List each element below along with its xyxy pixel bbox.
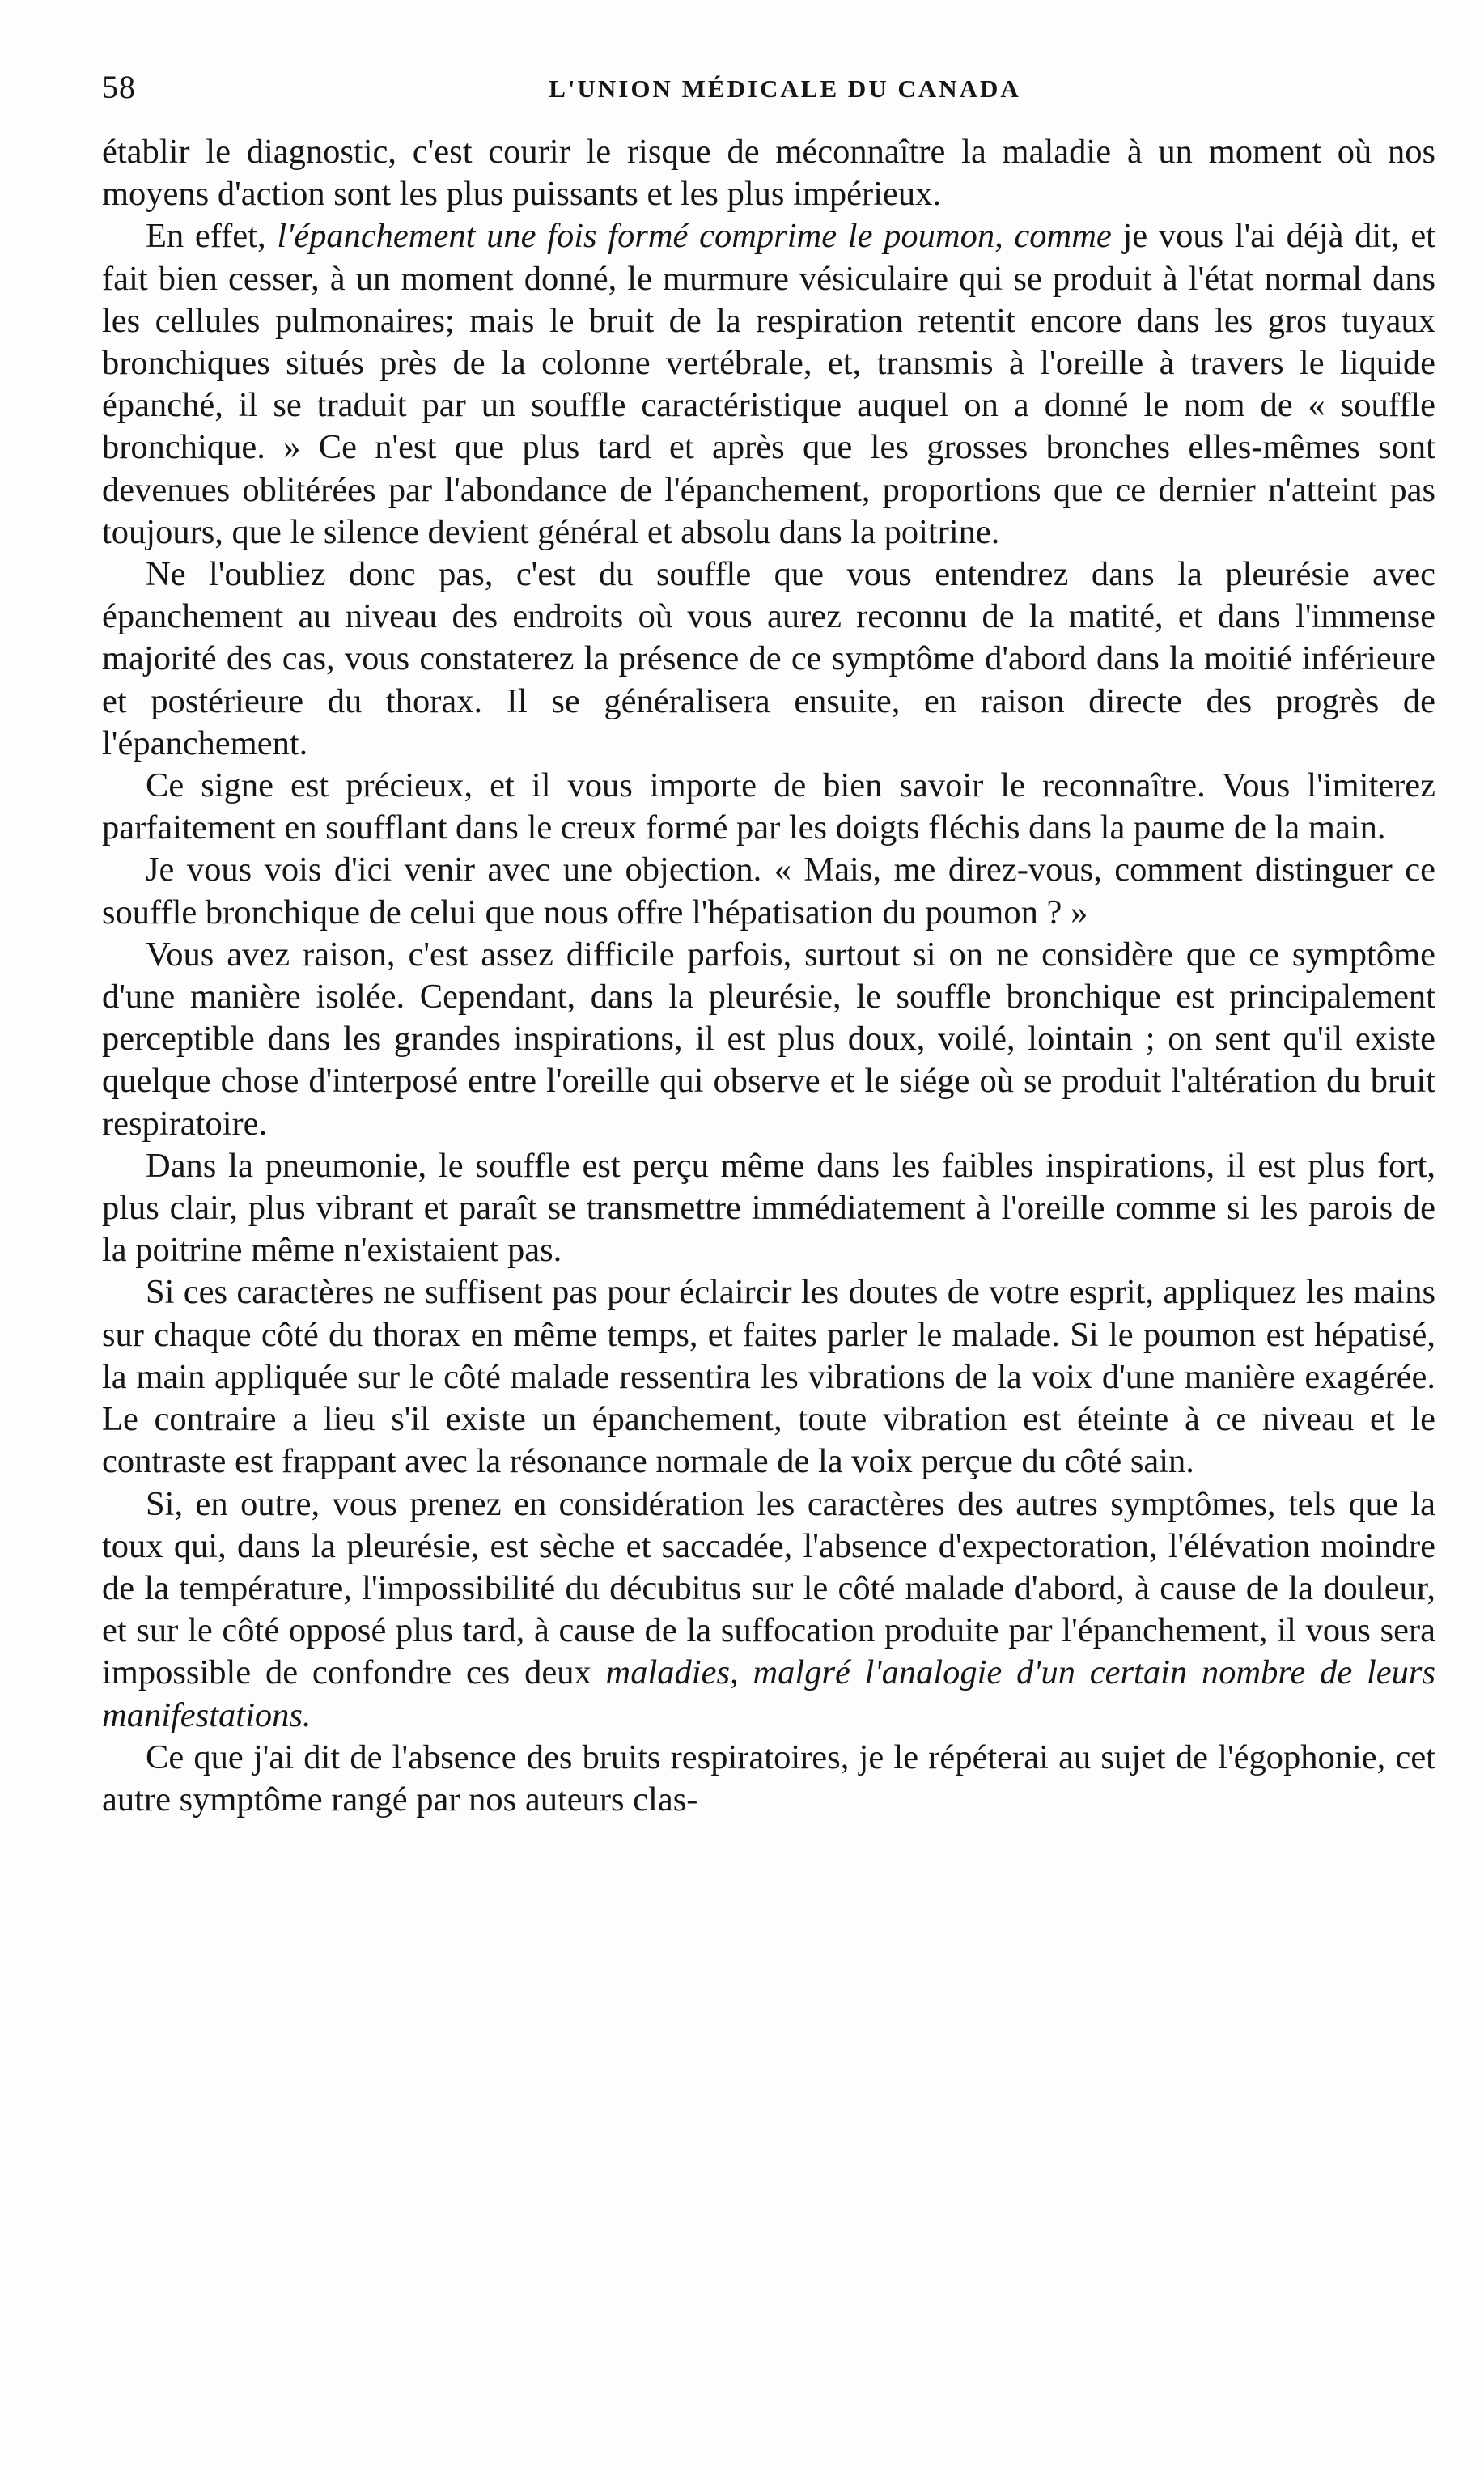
paragraph-4 [102,765,1435,849]
italic-passage: l'épanchement une fois formé comprime le poumon, comme [277,217,1112,256]
paragraph-9 [102,1483,1435,1737]
paragraph-text: Si, en outre, vous prenez en considération les caractères des autres symptômes, tels que la toux qui, dans la pleurésie, est sèche et saccadée, l'absence d'expectoration, l'élévation moindre de la température, l'impossibilité du décubitus sur le côté malade d'abord, à cause de la douleur, et sur le côté opposé plus tard, à cause de la suffocation produite par l'épanchement, il vous sera impossible de confondre ces deux [102,1484,1435,1692]
paragraph-text: Si ces caractères ne suffisent pas pour éclaircir les doutes de votre esprit, appliquez les mains sur chaque côté du thorax en même temps, et faites parler le malade. Si le poumon est hépatisé, la main appliquée sur le côté malade ressentira les vibrations de la voix d'une manière exagérée. Le contraire a lieu s'il existe un épanchement, toute vibration est éteinte à ce niveau et le contraste est frappant avec la résonance normale de la voix perçue du côté sain. [102,1273,1435,1481]
paragraph-text: Ce que j'ai dit de l'absence des bruits respiratoires, je le répéterai au sujet de l'égophonie, cet autre symptôme rangé par nos auteurs clas- [102,1738,1435,1818]
paragraph-2 [102,215,1435,554]
paragraph-lead: En effet, [146,217,278,256]
paragraph-3 [102,554,1435,765]
paragraph-text: établir le diagnostic, c'est courir le risque de méconnaître la maladie à un moment où nos moyens d'action sont les plus puissants et les plus impérieux. [102,133,1435,214]
journal-title: L'UNION MÉDICALE DU CANADA [549,74,1021,103]
italic-passage: maladies, malgré l'analogie d'un certain nombre de leurs manifestations. [102,1653,1435,1734]
running-header [102,66,1435,117]
paragraph-text: Je vous vois d'ici venir avec une objection. « Mais, me direz-vous, comment distinguer ce souffle bronchique de celui que nous offre l'hépatisation du poumon ? » [102,851,1435,931]
paragraph-1 [102,131,1435,215]
paragraph-text: Vous avez raison, c'est assez difficile parfois, surtout si on ne considère que ce symptôme d'une manière isolée. Cependant, dans la pleurésie, le souffle bronchique est principalement perceptible dans les grandes inspirations, il est plus doux, voilé, lointain ; on sent qu'il existe quelque chose d'interposé entre l'oreille qui observe et le siége où se produit l'altération du bruit respiratoire. [102,935,1435,1143]
paragraph-text: Ce signe est précieux, et il vous importe de bien savoir le reconnaître. Vous l'imiterez parfaitement en soufflant dans le creux formé par les doigts fléchis dans la paume de la main. [102,766,1435,847]
paragraph-10 [102,1737,1435,1821]
paragraph-text: Dans la pneumonie, le souffle est perçu même dans les faibles inspirations, il est plus fort, plus clair, plus vibrant et paraît se transmettre immédiatement à l'oreille comme si les parois de la poitrine même n'existaient pas. [102,1146,1435,1270]
paragraph-text: Ne l'oubliez donc pas, c'est du souffle que vous entendrez dans la pleurésie avec épanchement au niveau des endroits où vous aurez reconnu de la matité, et dans l'immense majorité des cas, vous constaterez la présence de ce symptôme d'abord dans la moitié inférieure et postérieure du thorax. Il se généralisera ensuite, en raison directe des progrès de l'épanchement. [102,555,1435,762]
paragraph-text: je vous l'ai déjà dit, et fait bien cesser, à un moment donné, le murmure vésiculaire qui se produit à l'état normal dans les cellules pulmonaires; mais le bruit de la respiration retentit encore dans les gros tuyaux bronchiques situés près de la colonne vertébrale, et, transmis à l'oreille à travers le liquide épanché, il se traduit par un souffle caractéristique auquel on a donné le nom de « souffle bronchique. » Ce n'est que plus tard et après que les grosses bronches elles-mêmes sont devenues oblitérées par l'abondance de l'épanchement, proportions que ce dernier n'atteint pas toujours, que le silence devient général et absolu dans la poitrine. [102,217,1435,551]
paragraph-7 [102,1145,1435,1272]
article-body [102,131,1435,1821]
paragraph-5 [102,849,1435,933]
page-number: 58 [102,69,136,105]
paragraph-6 [102,934,1435,1145]
paragraph-8 [102,1271,1435,1483]
